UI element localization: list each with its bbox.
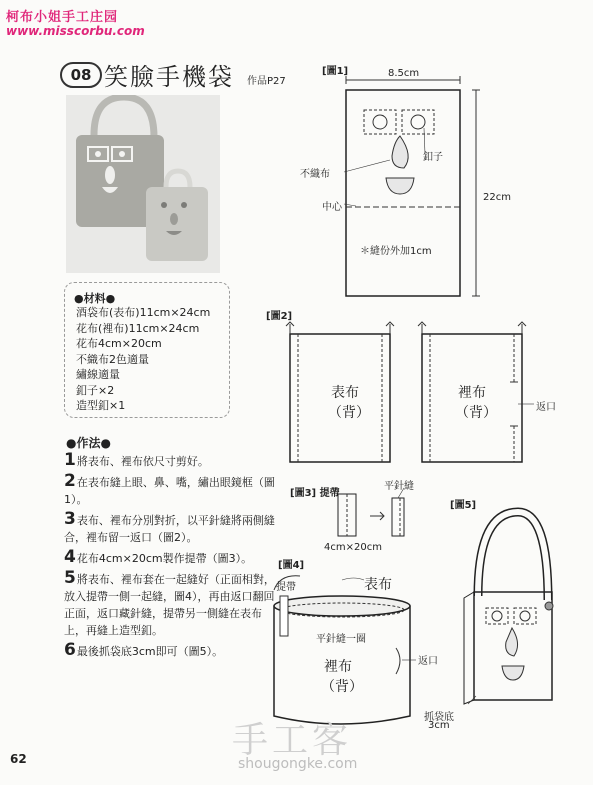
fig4-stitch-label: 平針縫一圈 [316,634,366,645]
materials-title: ●材料● [74,292,116,305]
material-item: 釦子×2 [76,383,115,397]
step-item: 6最後抓袋底3cm即可（圖5）。 [64,640,224,660]
fig1-seam-note: ＊縫份外加1cm [360,246,432,257]
fig2-label: [圖2] [266,311,293,322]
step-item: 4花布4cm×20cm製作提帶（圖3）。 [64,547,253,567]
fig1-height: 22cm [483,192,511,203]
fig5-diagram [456,500,566,720]
fig3-label: [圖3] 提帶 [290,488,340,499]
fig5-base-label: 抓袋底 [424,712,454,723]
fig2-opening-label: 返口 [536,402,556,413]
fig1-label: [圖1] [322,66,349,77]
fig2-diagram [280,318,550,470]
material-item: 花布4cm×20cm [76,337,162,350]
fig3-stitch-label: 平針縫 [384,481,414,492]
method-title: ●作法● [66,436,111,450]
fig1-diagram [300,60,530,305]
fig2-lining-label: 裡布 [458,385,486,401]
product-photo [66,95,220,273]
fig5-label: [圖5] [450,500,477,511]
fig3-size: 4cm×20cm [324,542,382,553]
fig1-felt-label: 不織布 [300,169,330,180]
material-item: 酒袋布(表布)11cm×24cm [76,306,211,319]
fig4-handle-label: 提帶 [276,582,296,593]
material-item: 花布(裡布)11cm×24cm [76,321,200,335]
project-number: 08 [60,62,102,88]
step-item: 5將表布、裡布套在一起縫好（正面相對，放入提帶一側一起縫，圖4），再由返口翻回正面，返口藏針縫，提帶另一側縫在表布上，再縫上造型釦。 [64,568,275,637]
fig4-lining-label: 裡布 [324,659,352,675]
material-item: 不織布2色適量 [76,352,149,366]
fig1-button-label: 釦子 [423,152,443,163]
fig1-width: 8.5cm [388,68,420,79]
fig2-lining-back: （背） [455,405,497,421]
fig4-lining-back: （背） [321,679,363,695]
step-item: 2在表布縫上眼、鼻、嘴，繡出眼鏡框（圖1）。 [64,471,275,506]
material-item: 造型釦×1 [76,399,126,412]
fig3-diagram [330,486,440,541]
site-watermark: 手工客 [232,720,353,761]
fig4-outer-label: 表布 [364,577,392,593]
page-title: 笑臉手機袋 [104,63,234,91]
brand-url: www.misscorbu.com [6,24,145,38]
fig4-opening-label: 返口 [418,656,438,667]
method-steps [64,452,278,663]
fig1-center-label: 中心 [322,202,342,213]
brand-watermark: 柯布小姐手工庄园 [6,10,119,25]
fig4-label: [圖4] [278,560,305,571]
material-item: 繡線適量 [76,368,120,381]
site-url: shougongke.com [238,756,358,772]
materials-list [76,305,210,414]
page-number: 62 [10,752,27,766]
step-item: 3表布、裡布分別對折，以平針縫將兩側縫合，裡布留一返口（圖2）。 [64,509,275,544]
fig5-base-size: 3cm [428,720,450,731]
step-item: 1將表布、裡布依尺寸剪好。 [64,450,209,470]
fig2-outer-back: （背） [328,405,370,421]
work-reference: 作品P27 [247,76,286,87]
fig2-outer-label: 表布 [331,385,359,401]
